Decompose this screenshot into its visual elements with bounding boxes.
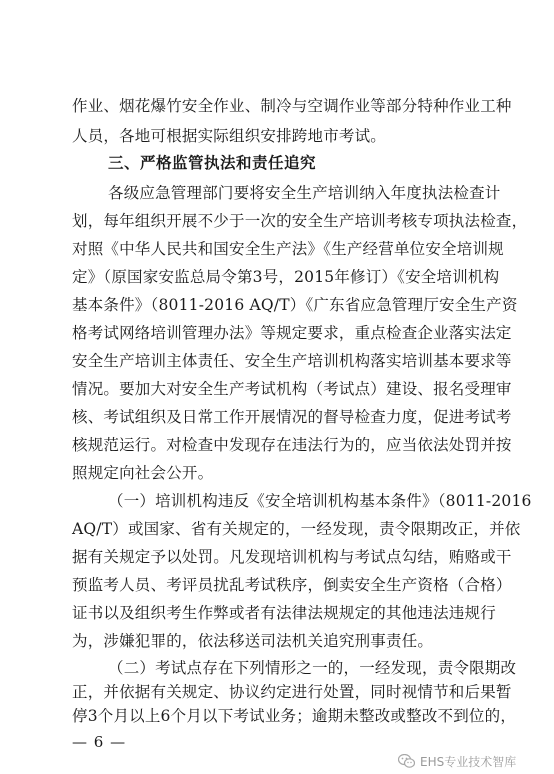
body-line: AQ/T）或国家、省有关规定的，一经发现，责令限期改正，并依 <box>72 520 521 538</box>
body-line: 划，每年组织开展不少于一次的安全生产培训考核专项执法检查， <box>72 212 528 230</box>
wechat-icon <box>398 754 415 768</box>
body-line: 证书以及组织考生作弊或者有法律法规规定的其他违法违规行 <box>72 604 496 622</box>
watermark-text: EHS专业技术智库 <box>420 754 517 769</box>
body-line: （二）考试点存在下列情形之一的，一经发现，责令限期改 <box>108 659 517 677</box>
body-line: 安全生产培训主体责任、安全生产培训机构落实培训基本要求等 <box>72 352 512 370</box>
body-line: 人员，各地可根据实际组织安排跨地市考试。 <box>72 127 387 145</box>
body-line: 核、考试组织及日常工作开展情况的督导检查力度，促进考试考 <box>72 408 512 426</box>
watermark <box>398 752 516 770</box>
body-line: 定》（原国家安监总局令第3号，2015年修订）《安全培训机构 <box>72 268 500 286</box>
page-number: — 6 — <box>72 733 127 751</box>
body-line: 情况。要加大对安全生产考试机构（考试点）建设、报名受理审 <box>72 380 512 398</box>
body-line: 照规定向社会公开。 <box>72 464 214 482</box>
body-line: 据有关规定予以处罚。凡发现培训机构与考试点勾结，贿赂或干 <box>72 548 512 566</box>
body-line: 预监考人员、考评员扰乱考试秩序，倒卖安全生产资格（合格） <box>72 576 512 594</box>
body-line: 各级应急管理部门要将安全生产培训纳入年度执法检查计 <box>108 184 501 202</box>
body-line: 为，涉嫌犯罪的，依法移送司法机关追究刑事责任。 <box>72 632 434 650</box>
body-line: 正，并依据有关规定、协议约定进行处置，同时视情节和后果暂 <box>72 683 512 701</box>
body-line: （一）培训机构违反《安全培训机构基本条件》（8011-2016 <box>108 492 532 510</box>
body-line: 对照《中华人民共和国安全生产法》《生产经营单位安全培训规 <box>72 240 504 258</box>
section-heading: 三、严格监管执法和责任追究 <box>108 154 317 172</box>
body-line: 核规范运行。对检查中发现存在违法行为的，应当依法处罚并按 <box>72 436 512 454</box>
body-line: 作业、烟花爆竹安全作业、制冷与空调作业等部分特种作业工种 <box>72 97 512 115</box>
body-line: 基本条件》（8011-2016 AQ/T）《广东省应急管理厅安全生产资 <box>72 296 518 314</box>
body-line: 停3个月以上6个月以下考试业务；逾期未整改或整改不到位的， <box>72 707 517 725</box>
body-line: 格考试网络培训管理办法》等规定要求，重点检查企业落实法定 <box>72 324 512 342</box>
